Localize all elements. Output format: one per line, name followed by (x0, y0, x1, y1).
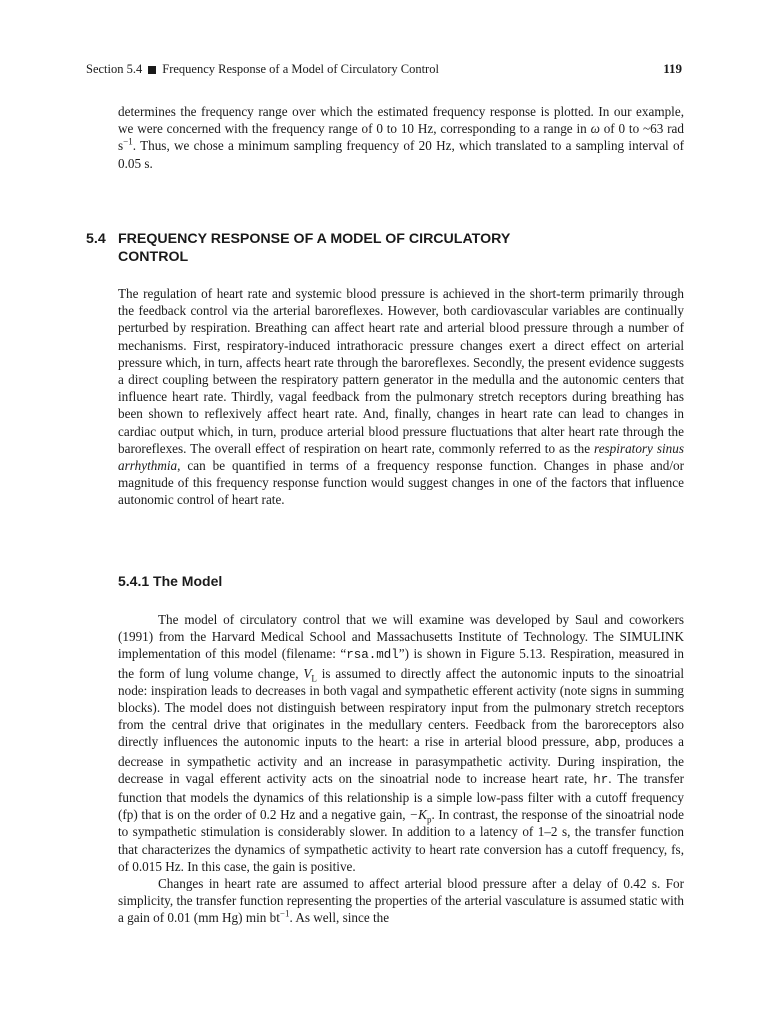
italic-term: respiratory sinus arrhythmia (118, 440, 684, 474)
running-header (86, 60, 682, 78)
subscript: L (311, 673, 317, 684)
code-term: abp (594, 736, 617, 751)
text-run: Changes in heart rate are assumed to affect arterial blood pressure after a delay of 0.42 s. For simplicity, the transfer function representing the properties of the arterial vasculature is assumed static with a gain of 0.01 (mm Hg) min bt (118, 876, 684, 926)
square-bullet-icon (148, 66, 156, 74)
text-run: The regulation of heart rate and systemic blood pressure is achieved in the short-term primarily through the feedback control via the arterial baroreflexes. However, both cardiovascular variables are continually perturbed by respiration. Breathing can affect heart rate and arterial blood pressure through a number of mechanisms. First, respiratory-induced intrathoracic pressure changes exert a direct effect on arterial pressure which, in turn, affects heart rate through the baroreflexes. Secondly, the present evidence suggests a direct coupling between the respiratory pattern generator in the medulla and the autonomic centers that influence heart rate. Thirdly, vagal feedback from the pulmonary stretch receptors during breathing has been shown to reflexively affect heart rate. And, finally, changes in heart rate can lead to changes in cardiac output which, in turn, produce arterial blood pressure fluctuations that alter heart rate through the baroreflexes. The overall effect of respiration on heart rate, commonly referred to as the (118, 286, 684, 456)
section-title-line2: CONTROL (118, 249, 189, 265)
section-paragraph (118, 285, 684, 509)
text-run: is assumed to directly affect the autonomic inputs to the sinoatrial node: inspiration leads to decreases in both vagal and sympathetic efferent activity (note signs in summing blocks). The model does not distinguish between respiratory input from the pulmonary stretch receptors from the central drive that originates in the medullary centers. Feedback from the baroreceptors also directly influences the autonomic inputs to the heart: a rise in arterial blood pressure, (118, 665, 684, 750)
text-run: of 0 to ~63 rad s (118, 121, 684, 154)
text-run: The model of circulatory control that we will examine was developed by Saul and coworkers (1991) from the Harvard Medical School and Massachusetts Institute of Technology. The SIMULINK implementation of this model (filename: “ (118, 612, 684, 662)
running-header-section (86, 60, 439, 78)
text-run: . Thus, we chose a minimum sampling frequency of 20 Hz, which translated to a sampling interval of 0.05 s. (118, 138, 684, 171)
text-run: . The transfer function that models the dynamics of this relationship is a simple low-pass filter with a cutoff frequency (fp) that is on the order of 0.2 Hz and a negative gain, (118, 770, 684, 823)
subsection-number: 5.4.1 (118, 573, 150, 589)
subsection-heading (118, 572, 222, 590)
text-run: ”) is shown in Figure 5.13. Respiration, measured in the form of lung volume change, (118, 646, 684, 681)
superscript: −1 (123, 137, 133, 148)
subsection-paragraph-2 (118, 875, 684, 927)
page-number: 119 (663, 61, 682, 76)
subsection-title: The Model (153, 573, 223, 589)
code-term: hr (593, 772, 609, 787)
subscript: p (426, 814, 432, 825)
superscript: −1 (279, 909, 290, 920)
text-run: . In contrast, the response of the sinoatrial node to sympathetic stimulation is considerably slower. In addition to a latency of 1–2 s, the transfer function that characterizes the dynamics of sympathetic activity to heart rate conversion has a cutoff frequency, fs, of 0.015 Hz. In this case, the gain is positive. (118, 807, 684, 874)
text-run: . As well, since the (289, 910, 390, 926)
text-run: , can be quantified in terms of a frequency response function. Changes in phase and/or magnitude of this frequency response function would suggest changes in one of the factors that influence autonomic control of heart rate. (118, 458, 684, 508)
subsection-body (118, 611, 684, 927)
section-text (118, 285, 684, 509)
intro-text (118, 103, 684, 172)
text-run: determines the frequency range over which the estimated frequency response is plotted. In our example, we were concerned with the frequency range of 0 to 10 Hz, corresponding to a range in (118, 104, 684, 137)
section-title: Frequency Response of a Model of Circulatory Control (162, 62, 439, 76)
filename: rsa.mdl (346, 648, 399, 663)
subsection-paragraph-1 (118, 611, 684, 875)
section-title-line1: FREQUENCY RESPONSE OF A MODEL OF CIRCULATORY (118, 231, 511, 247)
section-number: 5.4 (86, 231, 106, 247)
section-label: Section 5.4 (86, 62, 143, 76)
omega-symbol: ω (590, 121, 600, 137)
variable: −K (409, 807, 427, 823)
variable: V (303, 665, 312, 681)
text-run: , produces a decrease in sympathetic activity and an increase in parasympathetic activity. During inspiration, the decrease in vagal efferent activity acts on the sinoatrial node to increase heart rate, (118, 734, 684, 786)
intro-paragraph (118, 103, 684, 172)
section-heading (86, 230, 646, 266)
